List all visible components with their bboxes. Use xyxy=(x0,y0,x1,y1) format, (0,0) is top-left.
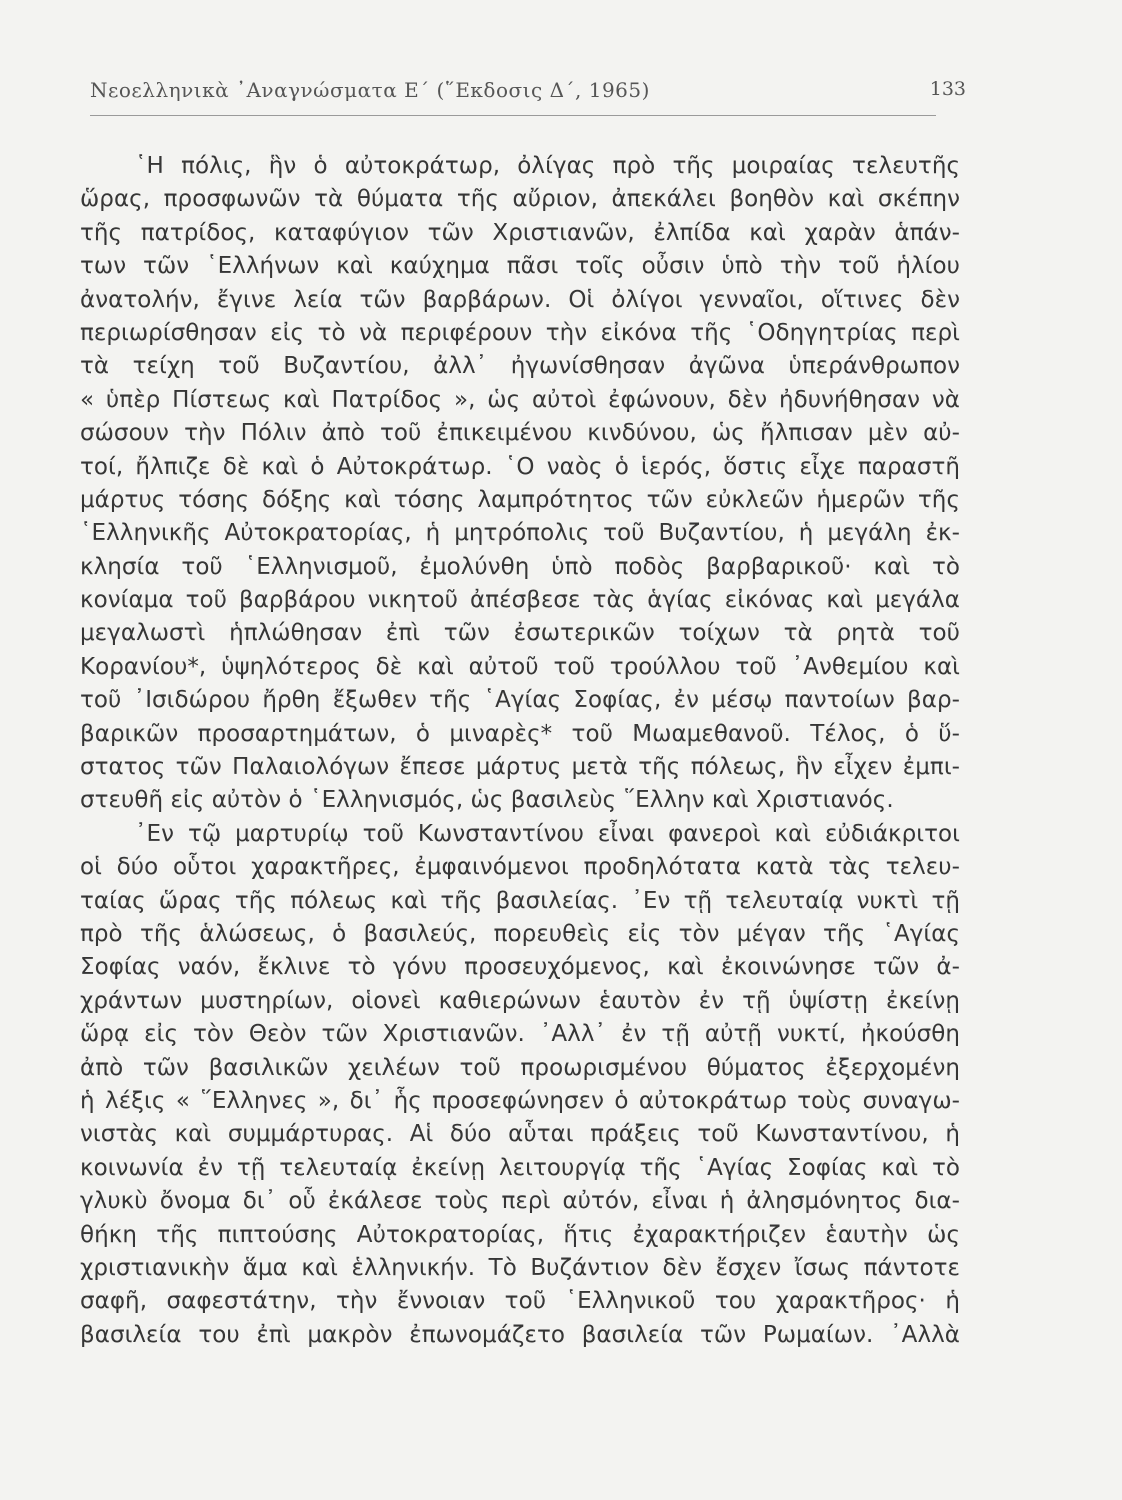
text-line: στευθῆ εἰς αὐτὸν ὁ ῾Ελληνισμός, ὡς βασιλεὺς ῞Ελλην καὶ Χριστιανός. xyxy=(80,787,894,814)
header-rule xyxy=(90,115,936,116)
text-line: ἀνατολήν, ἔγινε λεία τῶν βαρβάρων. Οἱ ὀλίγοι γενναῖοι, οἵτινες δὲν xyxy=(80,286,960,313)
text-line: κοινωνία ἐν τῇ τελευταίᾳ ἐκείνῃ λειτουργίᾳ τῆς ῾Αγίας Σοφίας καὶ τὸ xyxy=(80,1154,960,1181)
text-line: τὰ τείχη τοῦ Βυζαντίου, ἀλλ᾿ ἠγωνίσθησαν ἀγῶνα ὑπεράνθρωπον xyxy=(80,353,960,380)
text-line: χράντων μυστηρίων, οἱονεὶ καθιερώνων ἑαυτὸν ἐν τῇ ὑψίστῃ ἐκείνῃ xyxy=(80,987,960,1014)
text-line: γλυκὺ ὄνομα δι᾿ οὗ ἐκάλεσε τοὺς περὶ αὐτόν, εἶναι ἡ ἀλησμόνητος δια- xyxy=(80,1188,960,1215)
text-line: περιωρίσθησαν εἰς τὸ νὰ περιφέρουν τὴν εἰκόνα τῆς ῾Οδηγητρίας περὶ xyxy=(80,319,960,346)
text-line: ὥρας, προσφωνῶν τὰ θύματα τῆς αὔριον, ἀπεκάλει βοηθὸν καὶ σκέπην xyxy=(80,186,960,213)
text-line: ῾Ελληνικῆς Αὐτοκρατορίας, ἡ μητρόπολις τοῦ Βυζαντίου, ἡ μεγάλη ἐκ- xyxy=(80,520,960,547)
text-line: ῾Η πόλις, ἣν ὁ αὐτοκράτωρ, ὀλίγας πρὸ τῆς μοιραίας τελευτῆς xyxy=(135,153,960,179)
text-line: ὥρᾳ εἰς τὸν Θεὸν τῶν Χριστιανῶν. ᾿Αλλ᾿ ἐν τῇ αὐτῇ νυκτί, ἠκούσθη xyxy=(80,1021,960,1048)
text-line: νιστὰς καὶ συμμάρτυρας. Αἱ δύο αὗται πράξεις τοῦ Κωνσταντίνου, ἡ xyxy=(80,1121,960,1148)
text-line: μεγαλωστὶ ἡπλώθησαν ἐπὶ τῶν ἐσωτερικῶν τοίχων τὰ ρητὰ τοῦ xyxy=(80,620,960,647)
text-line: κλησία τοῦ ῾Ελληνισμοῦ, ἐμολύνθη ὑπὸ ποδὸς βαρβαρικοῦ· καὶ τὸ xyxy=(80,553,960,580)
text-line: στατος τῶν Παλαιολόγων ἔπεσε μάρτυς μετὰ τῆς πόλεως, ἣν εἶχεν ἐμπι- xyxy=(80,754,960,781)
text-line: χριστιανικὴν ἅμα καὶ ἑλληνικήν. Τὸ Βυζάντιον δὲν ἔσχεν ἴσως πάντοτε xyxy=(80,1254,960,1281)
text-line: των τῶν ῾Ελλήνων καὶ καύχημα πᾶσι τοῖς οὖσιν ὑπὸ τὴν τοῦ ἡλίου xyxy=(80,253,960,280)
text-line: κονίαμα τοῦ βαρβάρου νικητοῦ ἀπέσβεσε τὰς ἁγίας εἰκόνας καὶ μεγάλα xyxy=(80,587,960,614)
text-line: βασιλεία του ἐπὶ μακρὸν ἐπωνομάζετο βασιλεία τῶν Ρωμαίων. ᾿Αλλὰ xyxy=(80,1321,960,1348)
text-line: πρὸ τῆς ἁλώσεως, ὁ βασιλεύς, πορευθεὶς εἰς τὸν μέγαν τῆς ῾Αγίας xyxy=(80,920,960,947)
page-number: 133 xyxy=(929,78,966,100)
text-line: βαρικῶν προσαρτημάτων, ὁ μιναρὲς* τοῦ Μωαμεθανοῦ. Τέλος, ὁ ὕ- xyxy=(80,720,960,747)
body-text xyxy=(80,150,960,1352)
text-line: « ὑπὲρ Πίστεως καὶ Πατρίδος », ὡς αὐτοὶ ἐφώνουν, δὲν ἠδυνήθησαν νὰ xyxy=(80,386,960,413)
text-line: ᾿Εν τῷ μαρτυρίῳ τοῦ Κωνσταντίνου εἶναι φανεροὶ καὶ εὐδιάκριτοι xyxy=(135,820,960,847)
text-line: τῆς πατρίδος, καταφύγιον τῶν Χριστιανῶν, ἐλπίδα καὶ χαρὰν ἁπάν- xyxy=(80,219,960,246)
text-line: μάρτυς τόσης δόξης καὶ τόσης λαμπρότητος τῶν εὐκλεῶν ἡμερῶν τῆς xyxy=(80,486,960,513)
running-head-title: Νεοελληνικὰ ᾿Αναγνώσματα Ε΄ (῞Εκδοσις Δ΄, 1965) xyxy=(90,78,650,102)
text-line: τοί, ἤλπιζε δὲ καὶ ὁ Αὐτοκράτωρ. ῾Ο ναὸς ὁ ἱερός, ὅστις εἶχε παραστῆ xyxy=(80,453,960,480)
text-line: σώσουν τὴν Πόλιν ἀπὸ τοῦ ἐπικειμένου κινδύνου, ὡς ἤλπισαν μὲν αὐ- xyxy=(80,420,960,447)
text-line: σαφῆ, σαφεστάτην, τὴν ἔννοιαν τοῦ ῾Ελληνικοῦ του χαρακτῆρος· ἡ xyxy=(80,1288,960,1315)
text-line: τοῦ ᾿Ισιδώρου ἤρθη ἔξωθεν τῆς ῾Αγίας Σοφίας, ἐν μέσῳ παντοίων βαρ- xyxy=(80,687,960,714)
text-line: θήκη τῆς πιπτούσης Αὐτοκρατορίας, ἥτις ἐχαρακτήριζεν ἑαυτὴν ὡς xyxy=(80,1221,960,1248)
text-line: ταίας ὥρας τῆς πόλεως καὶ τῆς βασιλείας. ᾿Εν τῇ τελευταίᾳ νυκτὶ τῇ xyxy=(80,887,960,914)
text-line: ἀπὸ τῶν βασιλικῶν χειλέων τοῦ προωρισμένου θύματος ἐξερχομένη xyxy=(80,1054,960,1081)
text-line: Σοφίας ναόν, ἔκλινε τὸ γόνυ προσευχόμενος, καὶ ἐκοινώνησε τῶν ἀ- xyxy=(80,954,960,981)
text-line: ἡ λέξις « ῞Ελληνες », δι᾿ ἧς προσεφώνησεν ὁ αὐτοκράτωρ τοὺς συναγω- xyxy=(80,1087,960,1114)
running-head xyxy=(90,78,966,116)
text-line: οἱ δύο οὗτοι χαρακτῆρες, ἐμφαινόμενοι προδηλότατα κατὰ τὰς τελευ- xyxy=(80,854,960,881)
text-line: Κορανίου*, ὑψηλότερος δὲ καὶ αὐτοῦ τοῦ τρούλλου τοῦ ᾿Ανθεμίου καὶ xyxy=(80,653,960,680)
